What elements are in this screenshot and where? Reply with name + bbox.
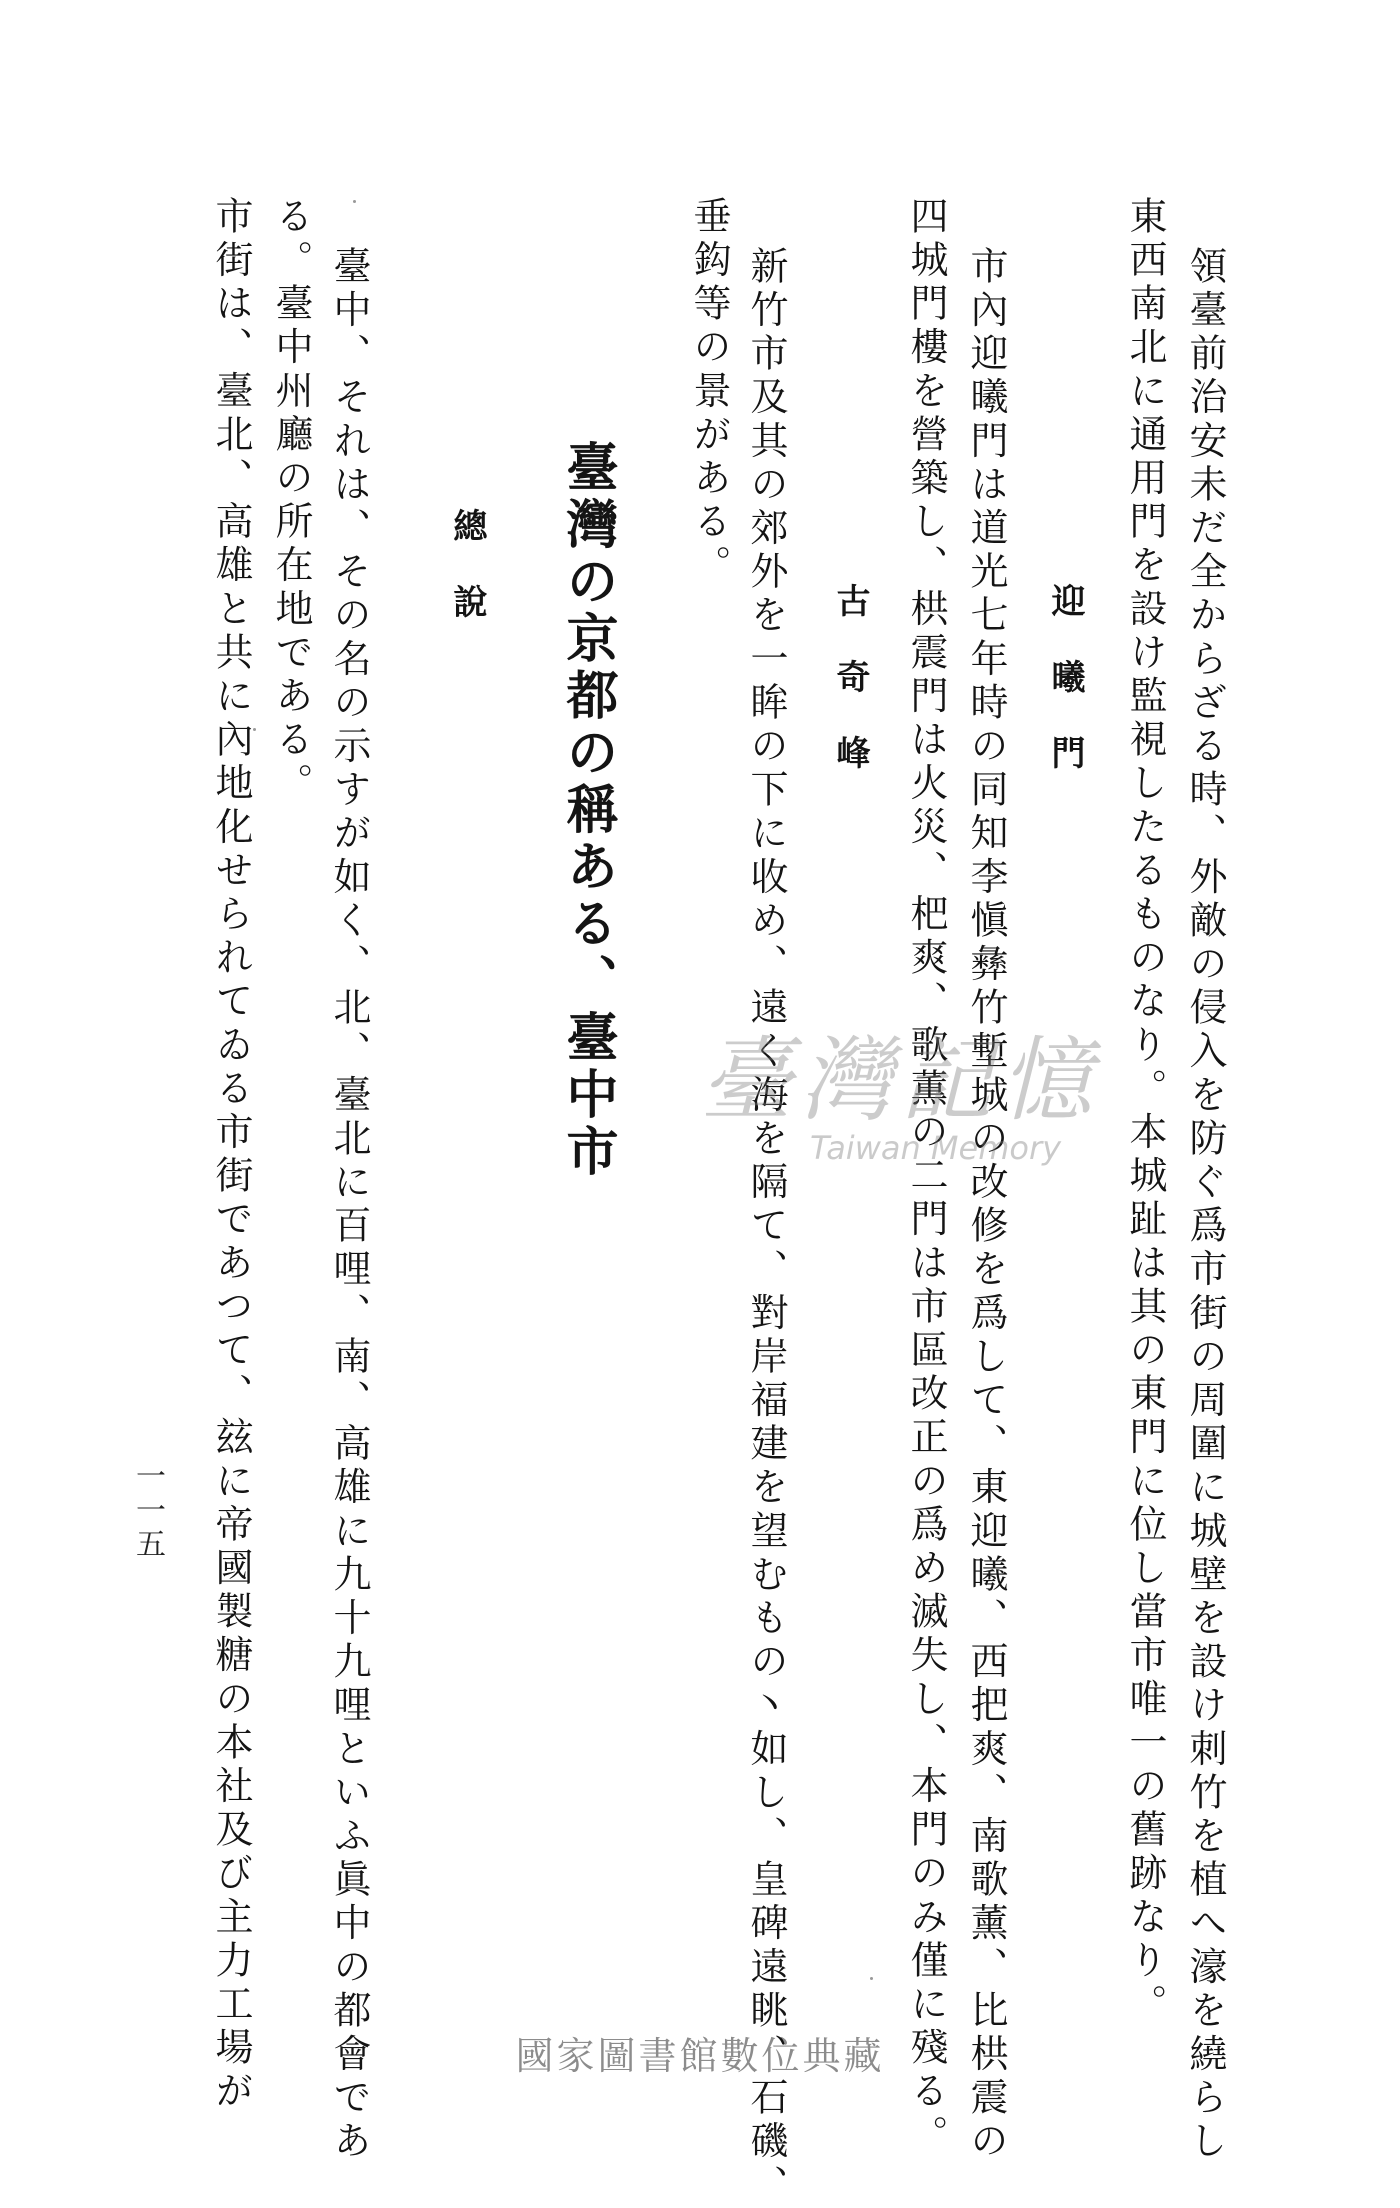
library-footer: 國家圖書館數位典藏 — [515, 2034, 885, 2078]
watermark-characters: 臺灣記憶 — [700, 1027, 1101, 1134]
print-speck — [353, 200, 356, 203]
text-column-1: 領臺前治安未だ全からざる時、外敵の侵入を防ぐ爲市街の周圍に城壁を設け刺竹を植へ濠を繞らし — [1183, 246, 1227, 2165]
page-number: 一一五 — [130, 1460, 165, 1562]
text-column-12: る。臺中州廳の所在地である。 — [269, 196, 313, 807]
watermark-subtitle: Taiwan Memory — [810, 1129, 1062, 1167]
heading-sousetsu: 總說 — [447, 508, 487, 660]
text-column-13: 市街は、臺北、高雄と共に內地化せられてゐる市街であつて、玆に帝國製糖の本社及び主力工場が — [209, 196, 253, 2115]
print-speck — [870, 1977, 873, 1980]
text-column-11: 臺中、それは、その名の示すが如く、北、臺北に百哩、南、高雄に九十九哩といふ眞中の都會であ — [327, 246, 371, 2165]
text-column-4: 市內迎曦門は道光七年時の同知李愼彝竹塹城の改修を爲して、東迎曦、西把爽、南歌薰、比栱震の — [964, 246, 1008, 2165]
heading-geigimon: 迎曦門 — [1045, 583, 1085, 811]
text-column-8: 垂鈎等の景がある。 — [687, 196, 731, 589]
print-speck — [253, 728, 256, 731]
text-column-5: 四城門樓を營築し、栱震門は火災、杷爽、歌薫の二門は市區改正の爲め滅失し、本門のみ僅に殘る。 — [904, 196, 948, 2158]
heading-kokihou: 古奇峰 — [830, 583, 870, 811]
section-title: 臺灣の京都の稱ある、臺中市 — [557, 440, 617, 1181]
text-column-2: 東西南北に通用門を設け監視したるものなり。本城趾は其の東門に位し當市唯一の舊跡なり。 — [1123, 196, 1167, 2028]
text-column-7: 新竹市及其の郊外を一眸の下に收め、遠く海を隔て、對岸福建を望むもの丶如し、皇碑遠眺、石磯、 — [744, 246, 788, 2208]
